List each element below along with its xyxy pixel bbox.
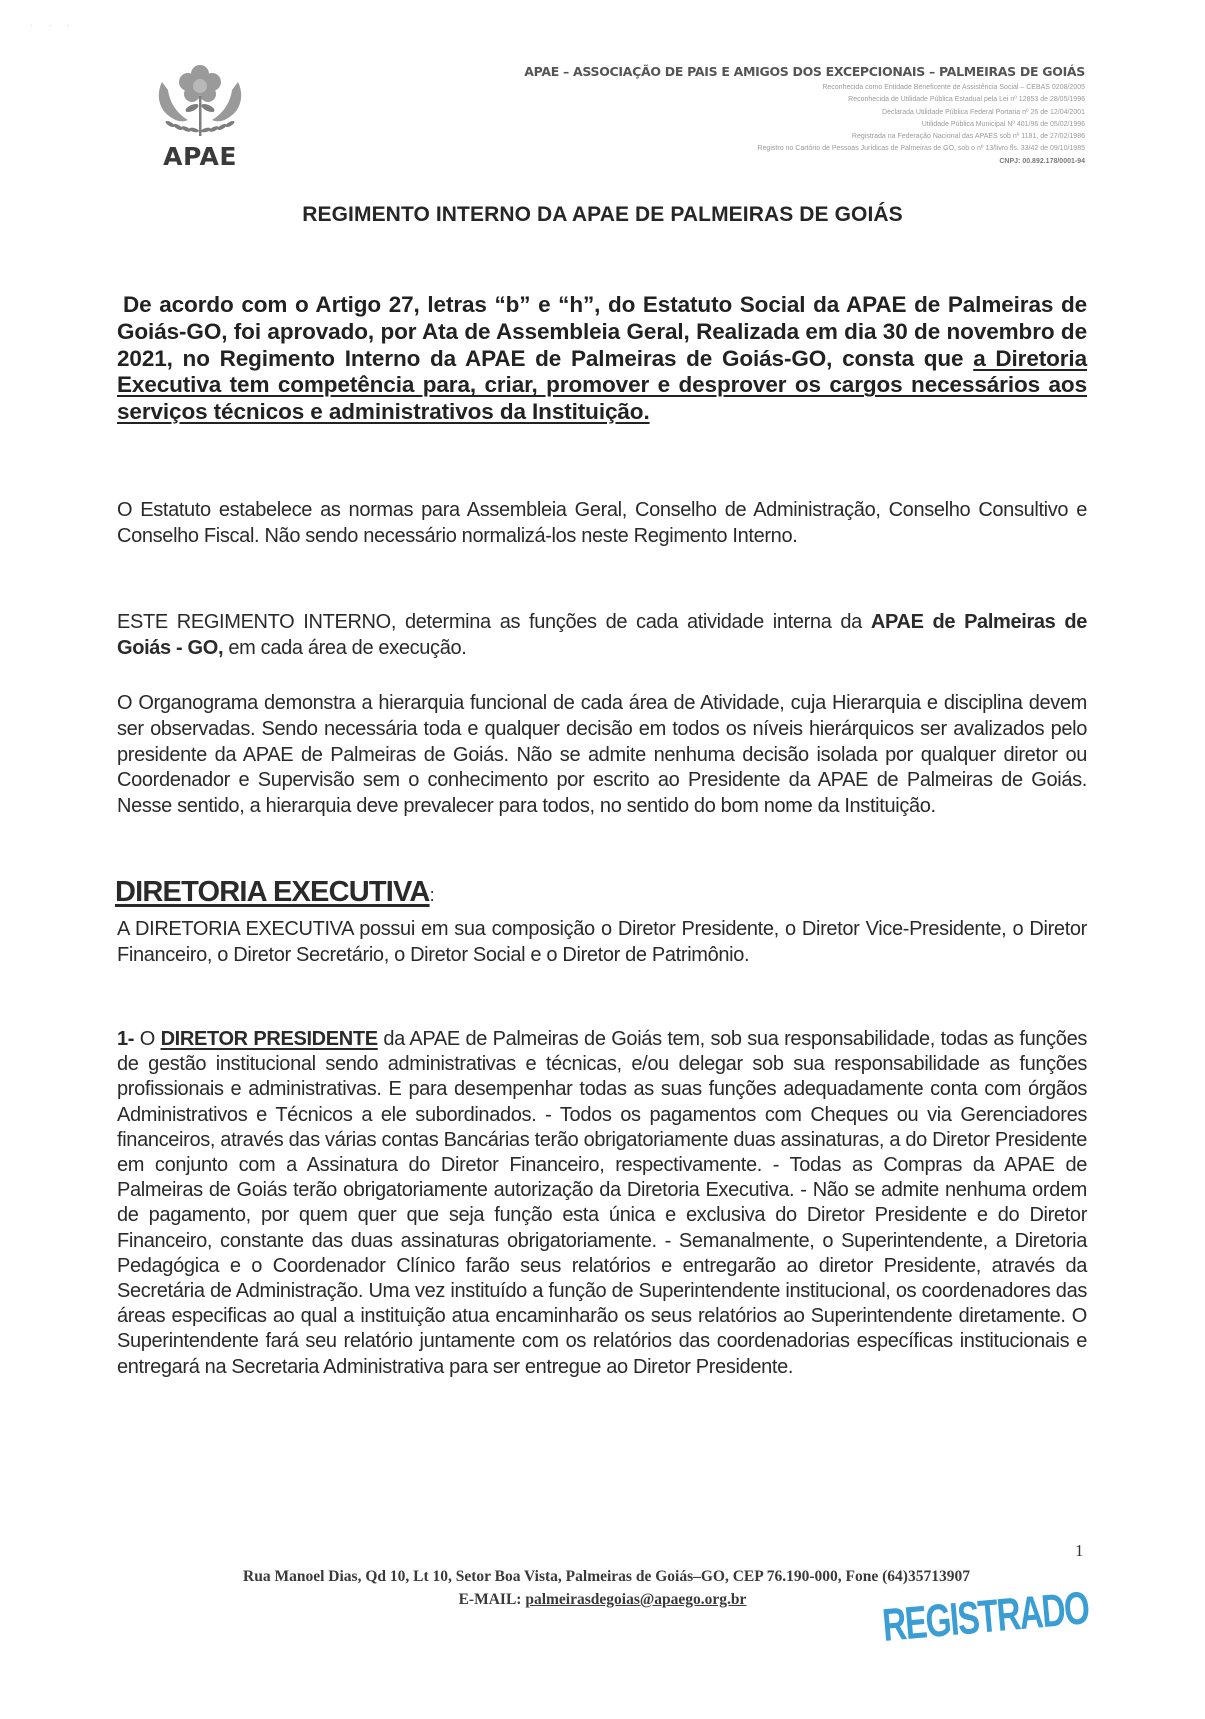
document-title: REGIMENTO INTERNO DA APAE DE PALMEIRAS DE GOIÁS [302, 203, 903, 226]
section-heading-colon: : [429, 885, 434, 905]
item-pre: O [134, 1028, 161, 1050]
regiment-paragraph [117, 610, 1087, 661]
apae-logo [140, 60, 260, 172]
statute-paragraph: O Estatuto estabelece as normas para Assembleia Geral, Conselho de Administração, Conselho Consultivo e Conselho Fiscal. Não sendo necessário normalizá-los neste Regimento Interno. [117, 499, 1087, 547]
section-heading-text: DIRETORIA EXECUTIVA [115, 876, 430, 908]
item-role: DIRETOR PRESIDENTE [160, 1028, 378, 1050]
org-chart-paragraph: O Organograma demonstra a hierarquia funcional de cada área de Atividade, cuja Hierarquia e disciplina devem ser observadas. Sendo necessária toda e qualquer decisão em todos os níveis hierárquicos ser avalizados pelo presidente da APAE de Palmeiras de Goiás. Não se admite nenhuma decisão isolada por qualquer diretor ou Coordenador e Supervisão sem o conhecimento por escrito ao Presidente da APAE de Palmeiras de Goiás. Nesse sentido, a hierarquia deve prevalecer para todos, no sentido do bom nome da Instituição. [117, 692, 1087, 818]
regiment-text: ESTE REGIMENTO INTERNO, determina as funções de cada atividade interna da [117, 611, 871, 633]
regiment-tail-text: em cada área de execução. [223, 636, 467, 659]
regiment-bold-text: APAE de Palmeiras de Goiás - GO, [117, 611, 1087, 659]
registration-line: Utilidade Pública Municipal Nº 401/96 de 05/02/1996 [921, 120, 1085, 128]
item-1-paragraph [117, 1027, 1087, 1380]
page-number: 1 [1075, 1541, 1084, 1560]
scan-artifacts: · · · [30, 20, 76, 31]
section-heading [115, 876, 434, 909]
registration-line: Declarada Utilidade Pública Federal Portaria nº 26 de 12/04/2001 [882, 108, 1085, 116]
registration-line: Registro no Cartório de Pessoas Jurídicas de Palmeiras de GO, sob o nº 13/livro fls. 33/42 de 09/10/1985 [757, 145, 1085, 153]
email-label: E-MAIL: [458, 1591, 526, 1608]
apae-flower-hands-logo-icon [150, 60, 250, 142]
organization-name: APAE – ASSOCIAÇÃO DE PAIS E AMIGOS DOS EXCEPCIONAIS – PALMEIRAS DE GOIÁS [524, 64, 1085, 79]
intro-text: De acordo com o Artigo 27, letras “b” e “h”, do Estatuto Social da APAE de Palmeiras de Goiás-GO, foi aprovado, por Ata de Assembleia Geral, Realizada em dia 30 de novembro de 2021, no Regimento Interno da APAE de Palmeiras de Goiás-GO, consta que [117, 292, 1087, 371]
footer-address: Rua Manoel Dias, Qd 10, Lt 10, Setor Boa Vista, Palmeiras de Goiás–GO, CEP 76.190-000, Fone (64)35713907 [243, 1568, 970, 1585]
registration-line: Reconhecida como Entidade Beneficente de Assistência Social – CEBAS 0208/2005 [822, 84, 1085, 91]
organization-header [524, 64, 1085, 168]
email-link[interactable]: palmeirasdegoias@apaego.org.br [525, 1591, 747, 1608]
registration-line: Registrada na Federação Nacional das APAES sob nº 1181, de 27/02/1986 [851, 133, 1085, 141]
cnpj-line: CNPJ: 00.892.178/0001-94 [999, 157, 1085, 165]
registration-line: Reconhecida de Utilidade Pública Estadual pela Lei nº 12853 de 28/05/1996 [848, 96, 1085, 104]
intro-underlined-text: a Diretoria Executiva tem competência para, criar, promover e desprover os cargos necessários aos serviços técnicos e administrativos da Instituição. [117, 345, 1087, 425]
item-text: da APAE de Palmeiras de Goiás tem, sob sua responsabilidade, todas as funções de gestão institucional sendo administrativas e técnicas, e/ou delegar sob sua responsabilidade as funções profissionais e administrativas. E para desempenhar todas as suas funções adequadamente conta com órgãos Administrativos e Técnicos a ele subordinados. - Todos os pagamentos com Cheques ou via Gerenciadores financeiros, através das várias contas Bancárias terão obrigatoriamente duas assinaturas, a do Diretor Presidente em conjunto com a Assinatura do Diretor Financeiro, respectivamente. - Todas as Compras da APAE de Palmeiras de Goiás terão obrigatoriamente autorização da Diretoria Executiva. - Não se admite nenhuma ordem de pagamento, por quem quer que seja função esta única e exclusiva do Diretor Presidente e do Diretor Financeiro, constante das duas assinaturas obrigatoriamente. - Semanalmente, o Superintendente, a Diretoria Pedagógica e o Coordenador Clínico farão seus relatórios e entregarão ao diretor Presidente, através da Secretária de Administração. Uma vez instituído a função de Superintendente institucional, os coordenadores das áreas especificas ao qual a instituição atua encaminharão os seus relatórios ao Superintendente diretamente. O Superintendente fará seu relatório juntamente com os relatórios das coordenadorias específicas institucionais e entregará na Secretaria Administrativa para ser entregue ao Diretor Presidente. [117, 1028, 1088, 1378]
composition-paragraph: A DIRETORIA EXECUTIVA possui em sua composição o Diretor Presidente, o Diretor Vice-Presidente, o Diretor Financeiro, o Diretor Secretário, o Diretor Social e o Diretor de Patrimônio. [117, 918, 1087, 966]
logo-text: APAE [163, 142, 237, 171]
registered-stamp: REGISTRADO [880, 1581, 1091, 1652]
item-number: 1- [117, 1028, 135, 1050]
intro-paragraph [117, 292, 1087, 426]
